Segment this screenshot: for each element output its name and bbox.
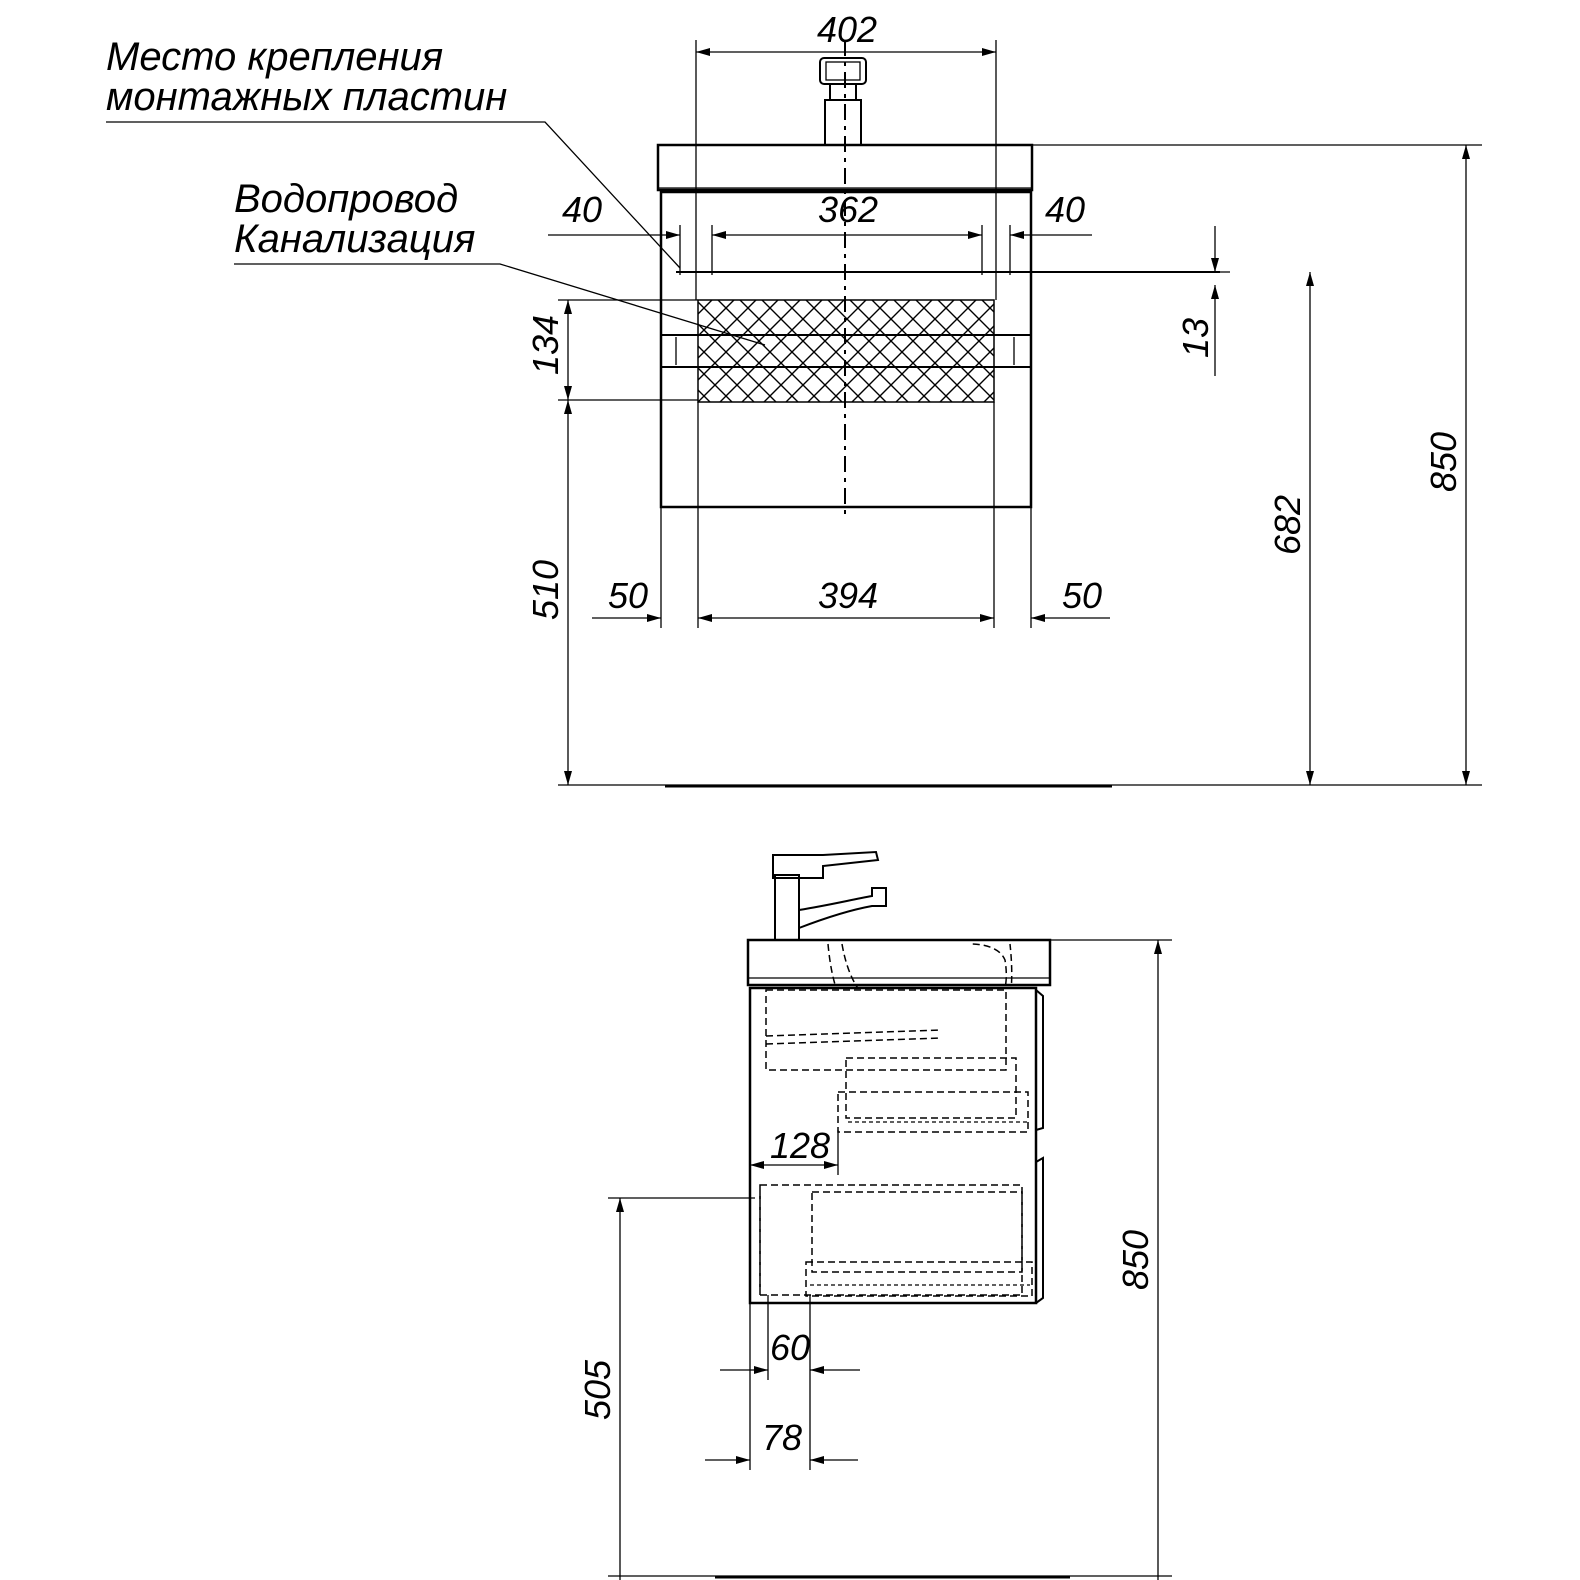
label-mount-line2: монтажных пластин [106, 75, 508, 119]
label-pipe-line1: Водопровод [234, 177, 459, 221]
side-view [577, 852, 1172, 1580]
dim-60: 60 [769, 1327, 811, 1368]
dim-505: 505 [577, 1359, 618, 1421]
dim-134: 134 [525, 314, 566, 376]
dim-50-right: 50 [1061, 575, 1103, 616]
dim-50-left: 50 [607, 575, 649, 616]
front-view [106, 9, 1482, 786]
dim-510: 510 [525, 559, 566, 621]
dim-40-left: 40 [561, 189, 603, 230]
label-mount-line1: Место крепления [106, 35, 444, 79]
dim-394: 394 [817, 575, 879, 616]
faucet-side-icon [773, 852, 886, 943]
dim-78: 78 [761, 1417, 803, 1458]
dim-850-front: 850 [1423, 431, 1464, 493]
dim-362: 362 [817, 189, 879, 230]
dim-128: 128 [769, 1125, 831, 1166]
dim-682: 682 [1267, 494, 1308, 556]
dim-13: 13 [1175, 317, 1216, 359]
dim-850-side: 850 [1115, 1229, 1156, 1291]
faucet-front-icon [820, 58, 866, 145]
dim-40-right: 40 [1044, 189, 1086, 230]
label-pipe-line2: Канализация [234, 217, 476, 261]
dim-402: 402 [816, 9, 878, 50]
